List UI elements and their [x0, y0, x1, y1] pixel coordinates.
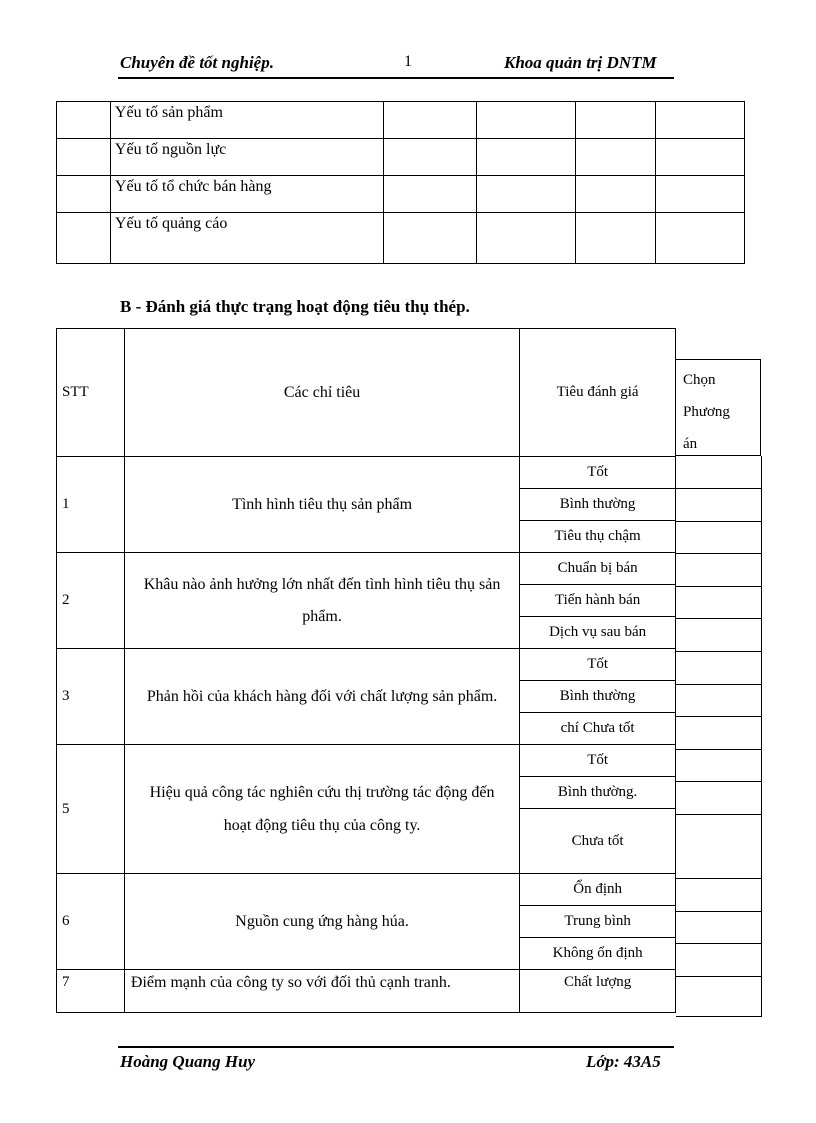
table-row — [57, 457, 676, 489]
page-number: 1 — [404, 53, 412, 70]
criterion-option: Bình thường — [520, 489, 676, 521]
row-criteria-name: Nguồn cung ứng hàng húa. — [124, 874, 519, 970]
factors-table — [56, 101, 745, 264]
factor-label: Yếu tố quảng cáo — [110, 213, 383, 264]
footer-rule — [118, 1046, 674, 1048]
section-b-title: B - Đánh giá thực trạng hoạt động tiêu thụ thép. — [120, 297, 470, 316]
table-row — [57, 553, 676, 585]
criterion-option: Chuẩn bị bán — [520, 553, 676, 585]
criterion-option: Tiến hành bán — [520, 585, 676, 617]
row-criteria-name: Hiệu quả công tác nghiên cứu thị trường tác động đến hoạt động tiêu thụ của công ty. — [124, 745, 519, 874]
header-right-title: Khoa quản trị DNTM — [504, 53, 657, 72]
factor-row — [57, 213, 745, 264]
footer-class: Lớp: 43A5 — [586, 1052, 661, 1071]
table-row — [57, 874, 676, 906]
factor-blank — [57, 102, 111, 139]
criterion-option: Tốt — [520, 745, 676, 777]
row-criteria-name: Tình hình tiêu thụ sản phẩm — [124, 457, 519, 553]
header-left-title: Chuyên đề tốt nghiệp. — [120, 53, 274, 72]
row-stt: 5 — [57, 745, 125, 874]
criterion-option: Tiêu thụ chậm — [520, 521, 676, 553]
criterion-option: Không ổn định — [520, 938, 676, 970]
factor-row — [57, 176, 745, 213]
factor-label: Yếu tố sản phẩm — [110, 102, 383, 139]
criterion-option: Bình thường. — [520, 777, 676, 809]
factor-label: Yếu tố nguồn lực — [110, 139, 383, 176]
factor-label: Yếu tố tổ chức bán hàng — [110, 176, 383, 213]
criterion-option: Tốt — [520, 649, 676, 681]
stt-header: STT — [57, 329, 125, 457]
criterion-option: Chất lượng — [520, 970, 676, 1013]
table-row — [57, 649, 676, 681]
criterion-option: Dịch vụ sau bán — [520, 617, 676, 649]
row-criteria-name: Điểm mạnh của công ty so với đối thủ cạnh tranh. — [124, 970, 519, 1013]
choose-option-column — [676, 456, 762, 1017]
criteria-header: Các chỉ tiêu — [124, 329, 519, 457]
table-row — [57, 970, 676, 1013]
criterion-option: chí Chưa tốt — [520, 713, 676, 745]
choose-option-header: Chọn Phương án — [676, 359, 761, 456]
header-row — [57, 329, 676, 457]
row-stt: 6 — [57, 874, 125, 970]
row-criteria-name: Phản hồi của khách hàng đối với chất lượng sản phẩm. — [124, 649, 519, 745]
header-rule — [118, 77, 674, 79]
evaluation-header: Tiêu đánh giá — [520, 329, 676, 457]
criterion-option: Tốt — [520, 457, 676, 489]
row-criteria-name: Khâu nào ảnh hưởng lớn nhất đến tình hình tiêu thụ sản phẩm. — [124, 553, 519, 649]
criterion-option: Chưa tốt — [520, 809, 676, 874]
footer-author: Hoàng Quang Huy — [120, 1052, 256, 1071]
criterion-option: Trung bình — [520, 906, 676, 938]
row-stt: 1 — [57, 457, 125, 553]
row-stt: 3 — [57, 649, 125, 745]
criterion-option: Bình thường — [520, 681, 676, 713]
factor-row — [57, 102, 745, 139]
table-row — [57, 745, 676, 777]
evaluation-table — [56, 328, 676, 1013]
criterion-option: Ổn định — [520, 874, 676, 906]
factor-row — [57, 139, 745, 176]
row-stt: 2 — [57, 553, 125, 649]
row-stt: 7 — [57, 970, 125, 1013]
